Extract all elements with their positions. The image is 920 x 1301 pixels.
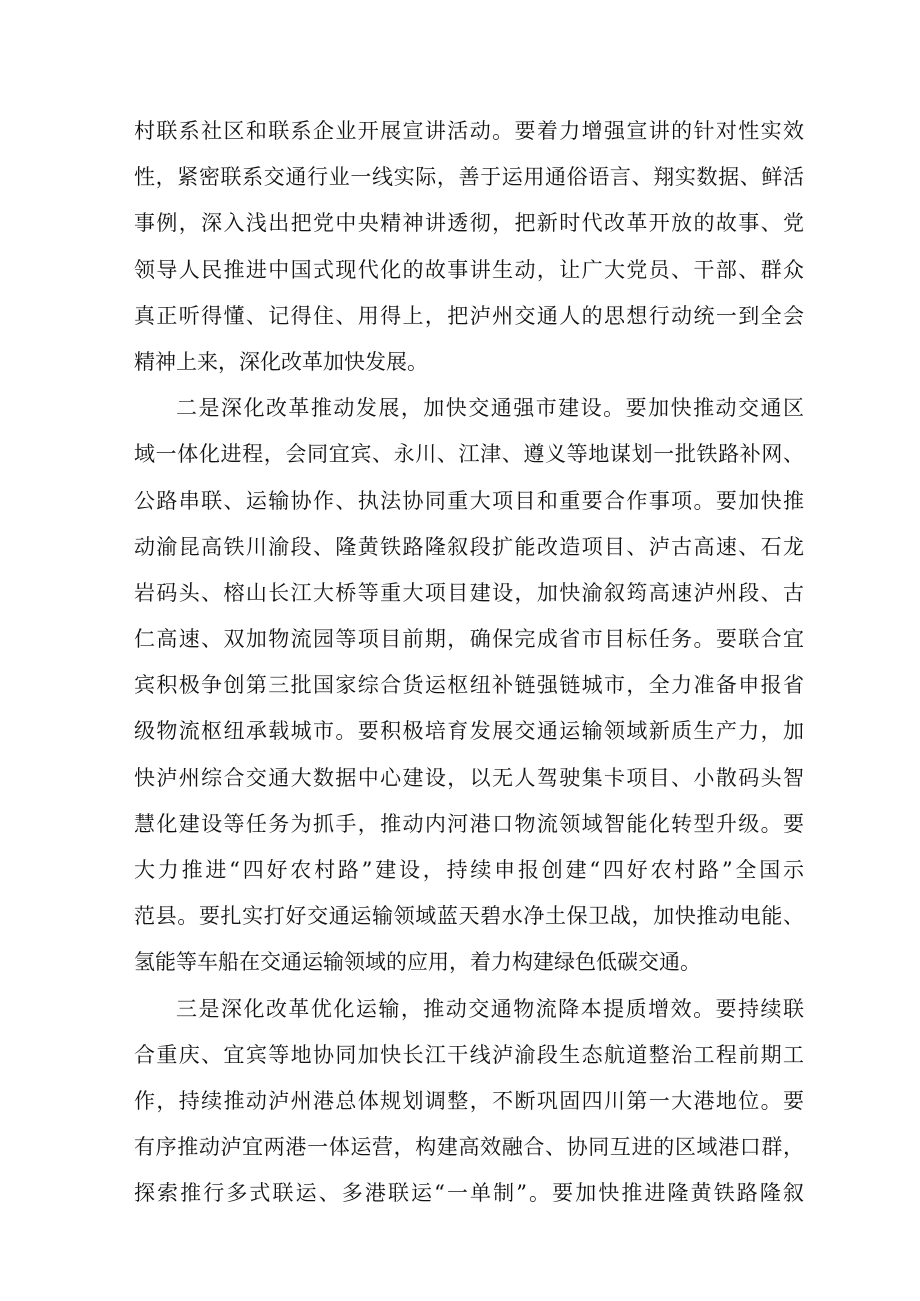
text-line: 性，紧密联系交通行业一线实际，善于运用通俗语言、翔实数据、鲜活 [134,165,804,190]
text-line: 宾积极争创第三批国家综合货运枢纽补链强链城市，全力准备申报省 [134,673,804,698]
text-line: 探索推行多式联运、多港联运“一单制”。要加快推进隆黄铁路隆叙 [134,1181,804,1206]
text-line: 领导人民推进中国式现代化的故事讲生动，让广大党员、干部、群众 [134,257,804,282]
body-text [134,108,804,1217]
text-line: 氢能等车船在交通运输领域的应用，着力构建绿色低碳交通。 [134,950,701,975]
text-line: 真正听得懂、记得住、用得上，把泸州交通人的思想行动统一到全会 [134,303,804,328]
text-line: 公路串联、运输协作、执法协同重大项目和重要合作事项。要加快推 [134,488,804,513]
text-line: 动渝昆高铁川渝段、隆黄铁路隆叙段扩能改造项目、泸古高速、石龙 [134,534,804,559]
text-line: 级物流枢纽承载城市。要积极培育发展交通运输领域新质生产力，加 [134,719,804,744]
text-line: 范县。要扎实打好交通运输领域蓝天碧水净土保卫战，加快推动电能、 [134,904,804,929]
text-line: 村联系社区和联系企业开展宣讲活动。要着力增强宣讲的针对性实效 [134,119,804,143]
text-line: 快泸州综合交通大数据中心建设，以无人驾驶集卡项目、小散码头智 [134,765,804,790]
text-line: 仁高速、双加物流园等项目前期，确保完成省市目标任务。要联合宜 [134,627,804,652]
text-line: 域一体化进程，会同宜宾、永川、江津、遵义等地谋划一批铁路补网、 [134,442,804,467]
text-line: 慧化建设等任务为抓手，推动内河港口物流领域智能化转型升级。要 [134,811,804,836]
text-line: 作，持续推动泸州港总体规划调整，不断巩固四川第一大港地位。要 [134,1088,804,1113]
text-line: 合重庆、宜宾等地协同加快长江干线泸渝段生态航道整治工程前期工 [134,1042,804,1067]
text-line: 有序推动泸宜两港一体运营，构建高效融合、协同互进的区域港口群， [134,1135,804,1160]
text-line: 精神上来，深化改革加快发展。 [134,349,428,374]
paragraph-start-line: 二是深化改革推动发展，加快交通强市建设。要加快推动交通区 [176,396,804,421]
paragraph-start-line: 三是深化改革优化运输，推动交通物流降本提质增效。要持续联 [176,996,804,1021]
text-line: 岩码头、榕山长江大桥等重大项目建设，加快渝叙筠高速泸州段、古 [134,580,804,605]
text-line: 事例，深入浅出把党中央精神讲透彻，把新时代改革开放的故事、党 [134,211,804,236]
text-line: 大力推进“四好农村路”建设，持续申报创建“四好农村路”全国示 [134,858,804,882]
